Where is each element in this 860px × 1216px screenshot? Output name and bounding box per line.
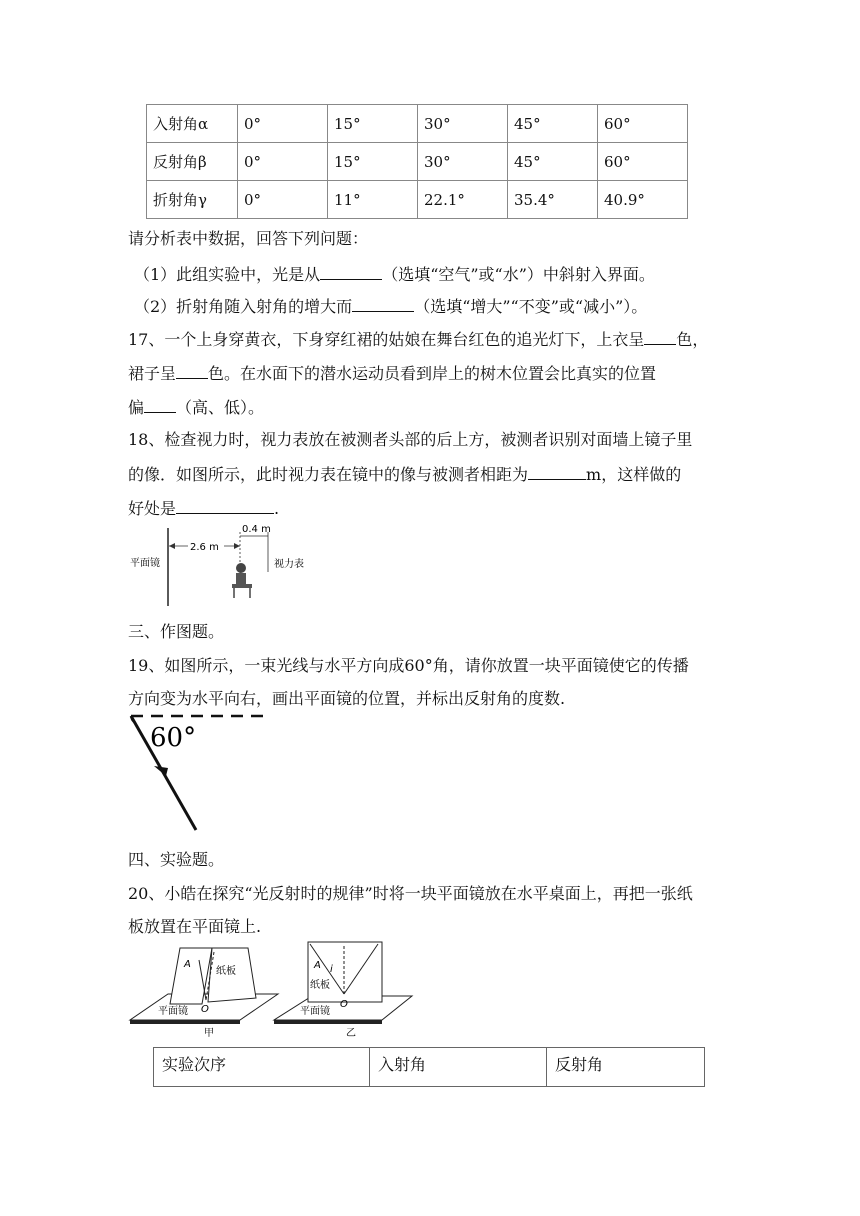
- q16-part1-text: （1）此组实验中，光是从: [134, 265, 321, 284]
- q17-text: 色，: [676, 330, 709, 349]
- distance-label-2-6: 2.6 m: [190, 542, 219, 553]
- mirror-label: 平面镜: [158, 1006, 188, 1017]
- q18-line2: [128, 464, 681, 485]
- mirror-edge: [130, 1020, 240, 1024]
- answer-blank[interactable]: [528, 464, 586, 480]
- q16-part1: [134, 264, 655, 285]
- table-row: [147, 181, 688, 219]
- q16-part2-suffix: （选填“增大”“不变”或“减小”）。: [414, 297, 648, 316]
- angle-i-label: i: [330, 964, 333, 975]
- table-cell: 0°: [238, 105, 328, 143]
- q16-part2-text: （2）折射角随入射角的增大而: [134, 297, 353, 316]
- answer-blank[interactable]: [176, 498, 274, 514]
- answer-blank[interactable]: [144, 397, 176, 413]
- q17-line3: [128, 397, 264, 418]
- q16-intro: 请分析表中数据，回答下列问题：: [128, 229, 369, 248]
- seated-person-icon: [232, 563, 252, 598]
- q20-line1: 20、小皓在探究“光反射时的规律”时将一块平面镜放在水平桌面上，再把一张纸: [128, 884, 693, 903]
- q17-text: 色。在水面下的潜水运动员看到岸上的树木位置会比真实的位置: [208, 364, 657, 383]
- q18-line1: 18、检查视力时，视力表放在被测者头部的后上方，被测者识别对面墙上镜子里: [128, 430, 693, 449]
- figure-caption: 乙: [346, 1028, 356, 1039]
- ray-arrow-icon: [154, 766, 168, 776]
- angle-label: 60°: [150, 723, 197, 753]
- q16-part2: [134, 296, 647, 317]
- row-label: 反射角β: [147, 143, 238, 181]
- table-cell: 0°: [238, 181, 328, 219]
- experiment-table: [153, 1047, 705, 1087]
- q17-text: （高、低）。: [176, 398, 265, 417]
- q17-line1: [128, 329, 708, 350]
- section-3-heading: 三、作图题。: [128, 622, 225, 641]
- distance-label-0-4: 0.4 m: [242, 524, 271, 535]
- point-o-label: O: [201, 1004, 209, 1015]
- experiment-figure-b: [272, 938, 417, 1040]
- table-cell: 0°: [238, 143, 328, 181]
- table-cell: 45°: [508, 105, 598, 143]
- answer-blank[interactable]: [176, 363, 208, 379]
- table-row: [154, 1048, 705, 1087]
- column-header: 实验次序: [154, 1048, 370, 1087]
- table-cell: 40.9°: [598, 181, 688, 219]
- table-cell: 35.4°: [508, 181, 598, 219]
- board-label: 纸板: [310, 980, 330, 991]
- q18-line3: [128, 498, 279, 519]
- q18-text: .: [274, 499, 280, 518]
- point-o-label: O: [340, 999, 348, 1010]
- table-cell: 22.1°: [418, 181, 508, 219]
- q17-line2: [128, 363, 656, 384]
- table-cell: 30°: [418, 143, 508, 181]
- q19-line2: 方向变为水平向右，画出平面镜的位置，并标出反射角的度数.: [128, 689, 566, 708]
- eye-test-figure: [128, 522, 318, 608]
- row-label: 入射角α: [147, 105, 238, 143]
- q18-text: 好处是: [128, 499, 177, 518]
- table-row: [147, 105, 688, 143]
- section-4-heading: 四、实验题。: [128, 850, 225, 869]
- board-label: 纸板: [216, 966, 236, 977]
- table-cell: 15°: [328, 143, 418, 181]
- q17-text: 17、一个上身穿黄衣，下身穿红裙的姑娘在舞台红色的追光灯下，上衣呈: [128, 330, 645, 349]
- point-a-label: A: [184, 959, 191, 970]
- q20-line2: 板放置在平面镜上.: [128, 917, 262, 936]
- figure-caption: 甲: [204, 1028, 214, 1039]
- answer-blank[interactable]: [352, 296, 414, 312]
- mirror-label: 平面镜: [300, 1006, 330, 1017]
- answer-blank[interactable]: [644, 329, 676, 345]
- column-header: 反射角: [547, 1048, 705, 1087]
- mirror-label: 平面镜: [130, 558, 160, 569]
- answer-blank[interactable]: [320, 264, 382, 280]
- table-cell: 30°: [418, 105, 508, 143]
- experiment-figure-a: [128, 942, 283, 1040]
- q18-text: 的像．如图所示，此时视力表在镜中的像与被测者相距为: [128, 465, 529, 484]
- mirror-edge: [274, 1020, 382, 1024]
- point-a-label: A: [314, 960, 321, 971]
- q16-part1-suffix: （选填“空气”或“水”）中斜射入界面。: [382, 265, 655, 284]
- table-row: [147, 143, 688, 181]
- q18-text: m，这样做的: [586, 465, 682, 484]
- column-header: 入射角: [370, 1048, 547, 1087]
- q17-text: 偏: [128, 398, 145, 417]
- table-cell: 45°: [508, 143, 598, 181]
- light-ray-figure: [125, 710, 275, 836]
- arrow-head-icon: [169, 543, 175, 549]
- q17-text: 裙子呈: [128, 364, 177, 383]
- table-cell: 60°: [598, 143, 688, 181]
- table-cell: 15°: [328, 105, 418, 143]
- row-label: 折射角γ: [147, 181, 238, 219]
- arrow-head-icon: [234, 543, 240, 549]
- table-cell: 11°: [328, 181, 418, 219]
- table-cell: 60°: [598, 105, 688, 143]
- eye-chart-label: 视力表: [274, 559, 304, 570]
- angle-data-table: [146, 104, 688, 219]
- q19-line1: 19、如图所示，一束光线与水平方向成60°角，请你放置一块平面镜使它的传播: [128, 656, 689, 675]
